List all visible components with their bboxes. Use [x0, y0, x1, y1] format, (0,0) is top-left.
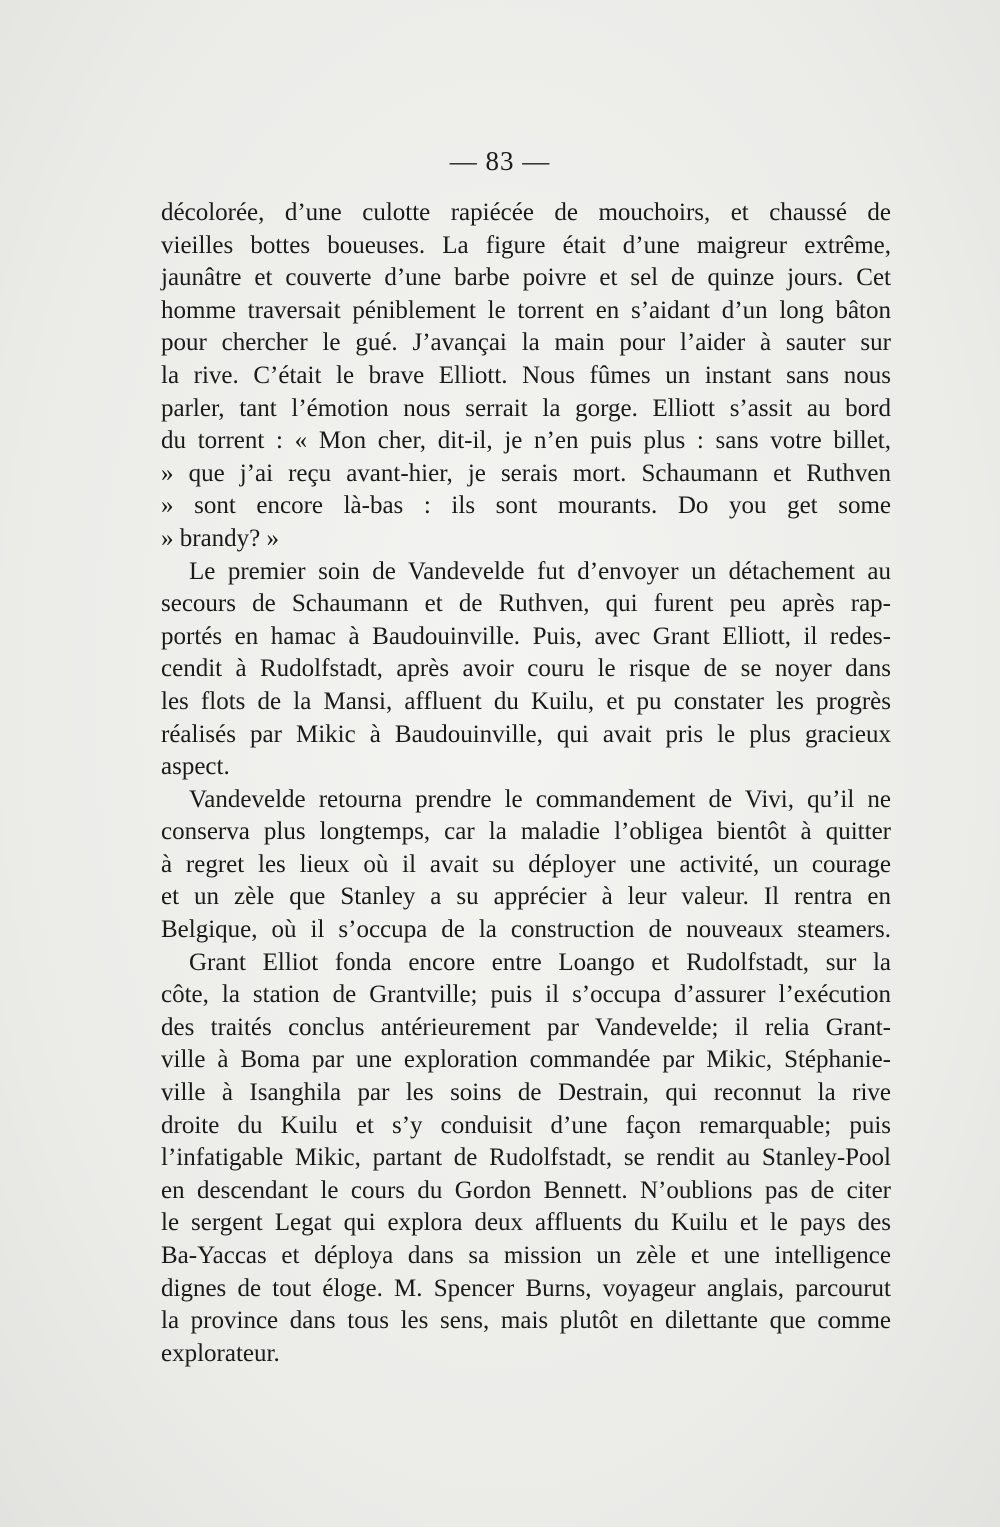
text-line: les flots de la Mansi, affluent du Kuilu, et pu constater les progrès — [161, 687, 891, 715]
text-line: secours de Schaumann et de Ruthven, qui furent peu après rap- — [161, 590, 891, 618]
text-line: à regret les lieux où il avait su déployer une activité, un courage — [161, 850, 891, 878]
text-line: décolorée, d’une culotte rapiécée de mouchoirs, et chaussé de — [161, 199, 891, 226]
text-line: la rive. C’était le brave Elliott. Nous fûmes un instant sans nous — [161, 361, 891, 389]
page-number: — 83 — — [449, 146, 551, 176]
text-line: des traités conclus antérieurement par Vandevelde; il relia Grant- — [161, 1013, 891, 1041]
text-line: Ba-Yaccas et déploya dans sa mission un zèle et une intelligence — [161, 1242, 891, 1269]
text-line: droite du Kuilu et s’y conduisit d’une façon remarquable; puis — [161, 1111, 891, 1139]
text-line: explorateur. — [161, 1339, 280, 1367]
text-line: et un zèle que Stanley a su apprécier à leur valeur. Il rentra en — [161, 883, 891, 911]
text-line: Belgique, où il s’occupa de la construction de nouveaux steamers. — [161, 916, 891, 944]
text-line: ville à Boma par une exploration commandée par Mikic, Stéphanie- — [161, 1046, 891, 1074]
text-line: côte, la station de Grantville; puis il s’occupa d’assurer l’exécution — [161, 981, 891, 1009]
text-line: jaunâtre et couverte d’une barbe poivre et sel de quinze jours. Cet — [161, 264, 891, 292]
text-line: aspect. — [161, 753, 230, 781]
text-line: le sergent Legat qui explora deux affluents du Kuilu et le pays des — [161, 1209, 891, 1237]
text-line: vieilles bottes boueuses. La figure était d’une maigreur extrême, — [161, 231, 891, 259]
text-line: » sont encore là-bas : ils sont mourants. Do you get some — [161, 492, 891, 520]
text-line: parler, tant l’émotion nous serrait la gorge. Elliott s’assit au bord — [161, 394, 891, 422]
text-line: homme traversait péniblement le torrent en s’aidant d’un long bâton — [161, 296, 891, 324]
text-line: portés en hamac à Baudouinville. Puis, avec Grant Elliott, il redes- — [161, 622, 891, 650]
text-line: Le premier soin de Vandevelde fut d’envoyer un détachement au — [189, 557, 891, 585]
text-line: conserva plus longtemps, car la maladie l’obligea bientôt à quitter — [161, 818, 891, 846]
text-line: » brandy? » — [161, 524, 280, 552]
text-line: Grant Elliot fonda encore entre Loango et Rudolfstadt, sur la — [189, 948, 891, 976]
body-text — [161, 197, 891, 1370]
text-line: l’infatigable Mikic, partant de Rudolfstadt, se rendit au Stanley-Pool — [161, 1144, 891, 1172]
text-line: » que j’ai reçu avant-hier, je serais mort. Schaumann et Ruthven — [161, 459, 891, 487]
text-line: ville à Isanghila par les soins de Destrain, qui reconnut la rive — [161, 1079, 891, 1107]
text-line: dignes de tout éloge. M. Spencer Burns, voyageur anglais, parcourut — [161, 1274, 891, 1302]
text-line: en descendant le cours du Gordon Bennett. N’oublions pas de citer — [161, 1176, 891, 1204]
text-line: pour chercher le gué. J’avançai la main pour l’aider à sauter sur — [161, 329, 891, 357]
text-line: réalisés par Mikic à Baudouinville, qui avait pris le plus gracieux — [161, 720, 891, 748]
text-line: du torrent : « Mon cher, dit-il, je n’en puis plus : sans votre billet, — [161, 427, 891, 455]
text-line: la province dans tous les sens, mais plutôt en dilettante que comme — [161, 1307, 891, 1335]
text-line: cendit à Rudolfstadt, après avoir couru le risque de se noyer dans — [161, 655, 891, 683]
text-line: Vandevelde retourna prendre le commandement de Vivi, qu’il ne — [189, 785, 891, 813]
